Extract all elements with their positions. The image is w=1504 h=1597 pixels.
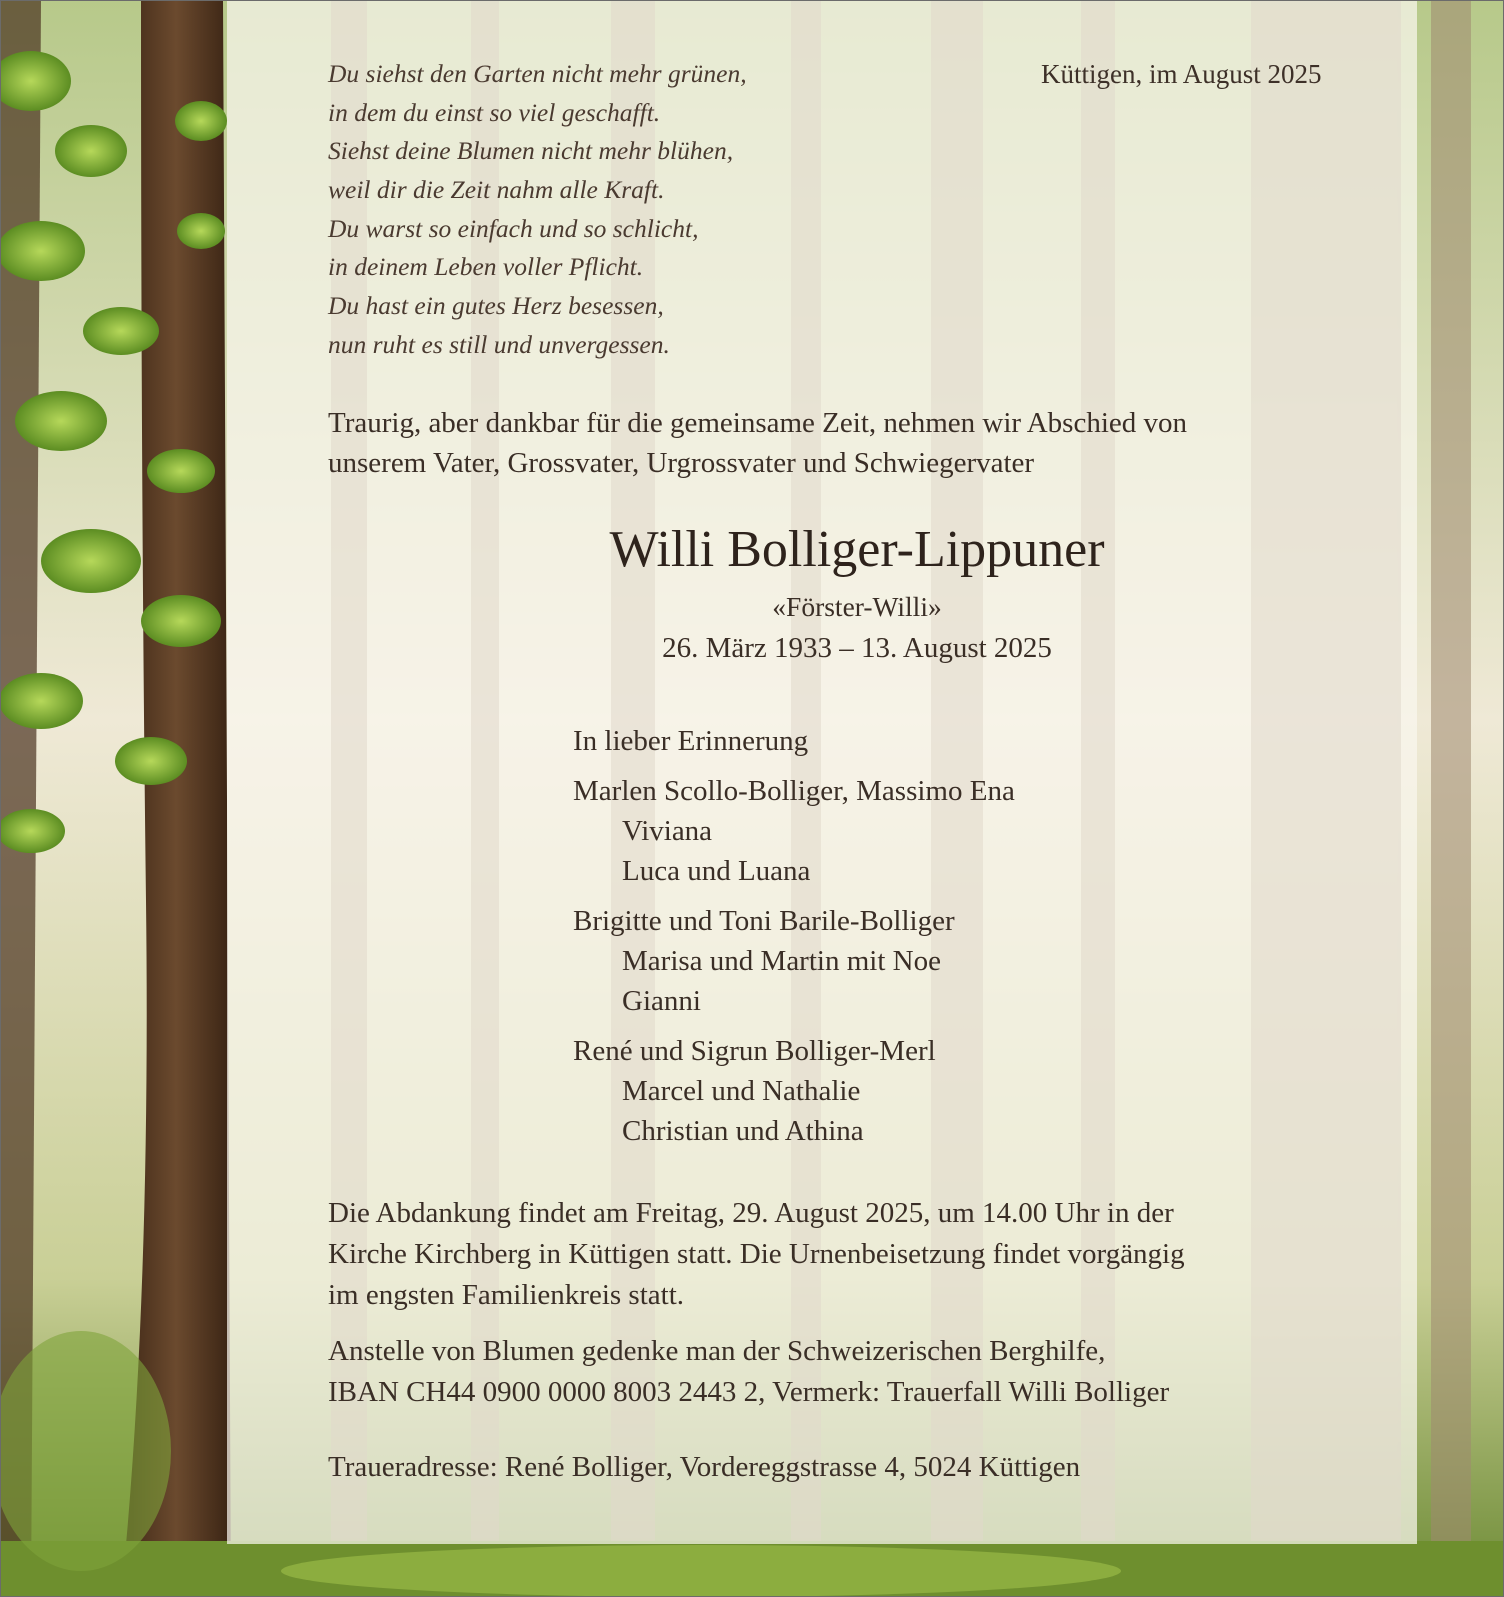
mourner-child: Christian und Athina bbox=[622, 1115, 864, 1147]
mourners-heading: In lieber Erinnerung bbox=[573, 725, 809, 757]
donation-info bbox=[328, 1331, 1169, 1413]
mourners-list bbox=[573, 721, 1015, 1151]
mourner-main: Brigitte und Toni Barile-Bolliger bbox=[573, 905, 955, 937]
poem-line: nun ruht es still und unvergessen. bbox=[328, 329, 670, 359]
ceremony-line: Kirche Kirchberg in Küttigen statt. Die Urnenbeisetzung findet vorgängig bbox=[328, 1238, 1185, 1270]
intro-line: unserem Vater, Grossvater, Urgrossvater und Schwiegervater bbox=[328, 447, 1035, 479]
mourner-child: Marcel und Nathalie bbox=[622, 1075, 861, 1107]
place-date-line: Küttigen, im August 2025 bbox=[1041, 59, 1322, 89]
donation-line: IBAN CH44 0900 0000 8003 2443 2, Vermerk: Trauerfall Willi Bolliger bbox=[328, 1376, 1170, 1408]
mourner-child: Marisa und Martin mit Noe bbox=[622, 945, 941, 977]
poem-line: in dem du einst so viel geschafft. bbox=[328, 97, 661, 127]
poem-line: Du warst so einfach und so schlicht, bbox=[328, 213, 699, 243]
mourner-child: Luca und Luana bbox=[622, 855, 811, 887]
mourner-main: Marlen Scollo-Bolliger, Massimo Ena bbox=[573, 775, 1015, 807]
ceremony-info bbox=[328, 1193, 1185, 1316]
mourner-child: Gianni bbox=[622, 985, 701, 1017]
deceased-nickname: «Förster-Willi» bbox=[772, 591, 942, 622]
mourner-main: René und Sigrun Bolliger-Merl bbox=[573, 1035, 936, 1067]
poem-line: Siehst deine Blumen nicht mehr blühen, bbox=[328, 136, 734, 166]
poem-line: Du hast ein gutes Herz besessen, bbox=[328, 291, 664, 321]
mourning-address: Traueradresse: René Bolliger, Vordereggstrasse 4, 5024 Küttigen bbox=[328, 1451, 1081, 1483]
poem-line: in deinem Leben voller Pflicht. bbox=[328, 252, 644, 282]
ceremony-line: Die Abdankung findet am Freitag, 29. August 2025, um 14.00 Uhr in der bbox=[328, 1197, 1174, 1229]
farewell-intro bbox=[328, 403, 1187, 483]
donation-line: Anstelle von Blumen gedenke man der Schweizerischen Berghilfe, bbox=[328, 1335, 1106, 1367]
poem-line: Du siehst den Garten nicht mehr grünen, bbox=[328, 59, 747, 88]
poem-line: weil dir die Zeit nahm alle Kraft. bbox=[328, 175, 665, 205]
mourner-child: Viviana bbox=[622, 815, 713, 847]
ceremony-line: im engsten Familienkreis statt. bbox=[328, 1279, 685, 1311]
deceased-name: Willi Bolliger-Lippuner bbox=[609, 521, 1105, 578]
life-dates: 26. März 1933 – 13. August 2025 bbox=[662, 632, 1052, 664]
intro-line: Traurig, aber dankbar für die gemeinsame Zeit, nehmen wir Abschied von bbox=[328, 407, 1188, 439]
poem bbox=[328, 55, 747, 365]
